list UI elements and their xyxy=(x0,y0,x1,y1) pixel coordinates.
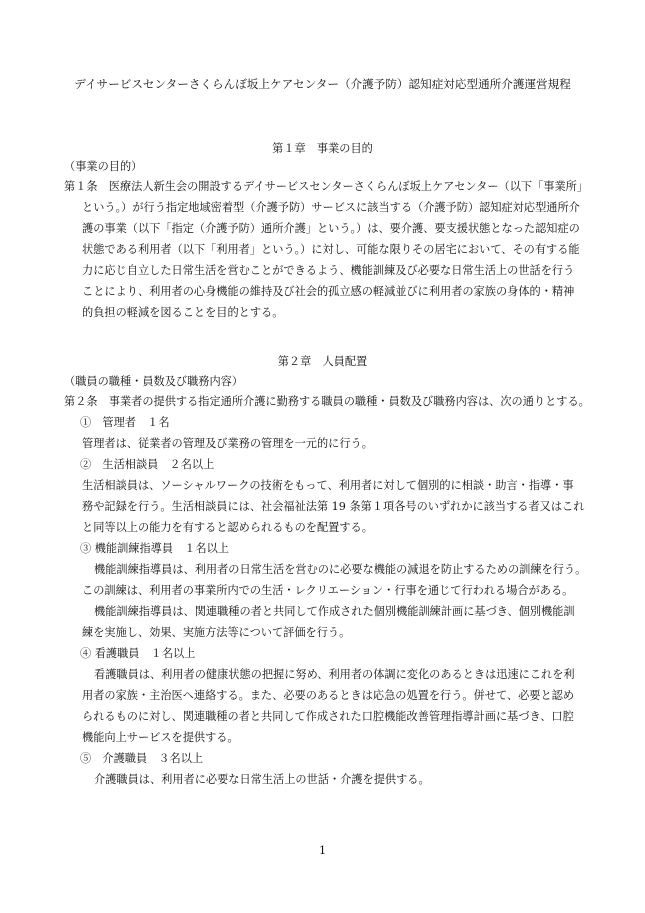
section-label-purpose: （事業の目的） xyxy=(64,160,143,173)
item-line: 生活相談員は、ソーシャルワークの技術をもって、利用者に対して個別的に相談・助言・指導・事 xyxy=(82,479,574,492)
item-header: ④ 看護職員 １名以上 xyxy=(80,647,196,660)
article-1-line: ことにより、利用者の心身機能の維持及び社会的孤立感の軽減並びに利用者の家族の身体的・精神 xyxy=(82,285,575,298)
item-line: 機能向上サービスを提供する。 xyxy=(82,731,239,744)
item-header: ③ 機能訓練指導員 １名以上 xyxy=(80,542,229,555)
item-line: 練を実施し、効果、実施方法等について評価を行う。 xyxy=(82,626,351,639)
item-line: と同等以上の能力を有すると認められるものを配置する。 xyxy=(82,521,373,534)
article-1-line: 第１条 医療法人新生会の開設するデイサービスセンターさくらんぼ坂上ケアセンター（以下「事業所」 xyxy=(64,180,589,193)
page-number: 1 xyxy=(318,844,327,857)
item-line: 用者の家族・主治医へ連絡する。また、必要のあるときは応急の処置を行う。併せて、必要と認め xyxy=(82,689,575,702)
item-line: 機能訓練指導員は、利用者の日常生活を営むのに必要な機能の減退を防止するための訓練を行う。 xyxy=(94,563,587,576)
article-1-line: 力に応じ自立した日常生活を営むことができるよう、機能訓練及び必要な日常生活上の世話を行う xyxy=(82,264,575,277)
article-2-line: 第２条 事業者の提供する指定通所介護に勤務する職員の職種・員数及び職務内容は、次の通りとする。 xyxy=(64,395,590,408)
item-line: 務や記録を行う。生活相談員には、社会福祉法第 19 条第１項各号のいずれかに該当する者又はこれ xyxy=(82,500,585,513)
article-1-line: 的負担の軽減を図ることを目的とする。 xyxy=(82,306,284,319)
chapter-1-heading: 第１章 事業の目的 xyxy=(272,142,373,155)
article-1-line: 護の事業（以下「指定（介護予防）通所介護」という。）は、要介護、要支援状態となった認知症の xyxy=(82,222,580,235)
item-header: ② 生活相談員 ２名以上 xyxy=(80,458,215,471)
item-line: られるものに対し、関連職種の者と共同して作成された口腔機能改善管理指導計画に基づき、口腔 xyxy=(82,710,574,723)
item-header: ⑤ 介護職員 ３名以上 xyxy=(80,752,204,765)
item-header: ① 管理者 １名 xyxy=(80,416,170,429)
item-line: 機能訓練指導員は、関連職種の者と共同して作成された個別機能訓練計画に基づき、個別機能訓 xyxy=(94,605,575,618)
item-line: 看護職員は、利用者の健康状態の把握に努め、利用者の体調に変化のあるときは迅速にこれを利 xyxy=(94,668,575,681)
item-line: この訓練は、利用者の事業所内での生活・レクリエーション・行事を通じて行われる場合がある。 xyxy=(82,584,574,597)
document-title: デイサービスセンターさくらんぼ坂上ケアセンター（介護予防）認知症対応型通所介護運営規程 xyxy=(74,77,571,91)
article-1-line: 状態である利用者（以下「利用者」という。）に対し、可能な限りその居宅において、その有する能 xyxy=(82,243,580,256)
item-line: 介護職員は、利用者に必要な日常生活上の世話・介護を提供する。 xyxy=(94,773,430,786)
chapter-2-heading: 第２章 人員配置 xyxy=(277,355,368,368)
section-label-staff: （職員の職種・員数及び職務内容） xyxy=(64,375,244,388)
item-line: 管理者は、従業者の管理及び業務の管理を一元的に行う。 xyxy=(82,437,373,450)
article-1-line: という。）が行う指定地域密着型（介護予防）サービスに該当する（介護予防）認知症対応型通所介 xyxy=(82,201,580,214)
